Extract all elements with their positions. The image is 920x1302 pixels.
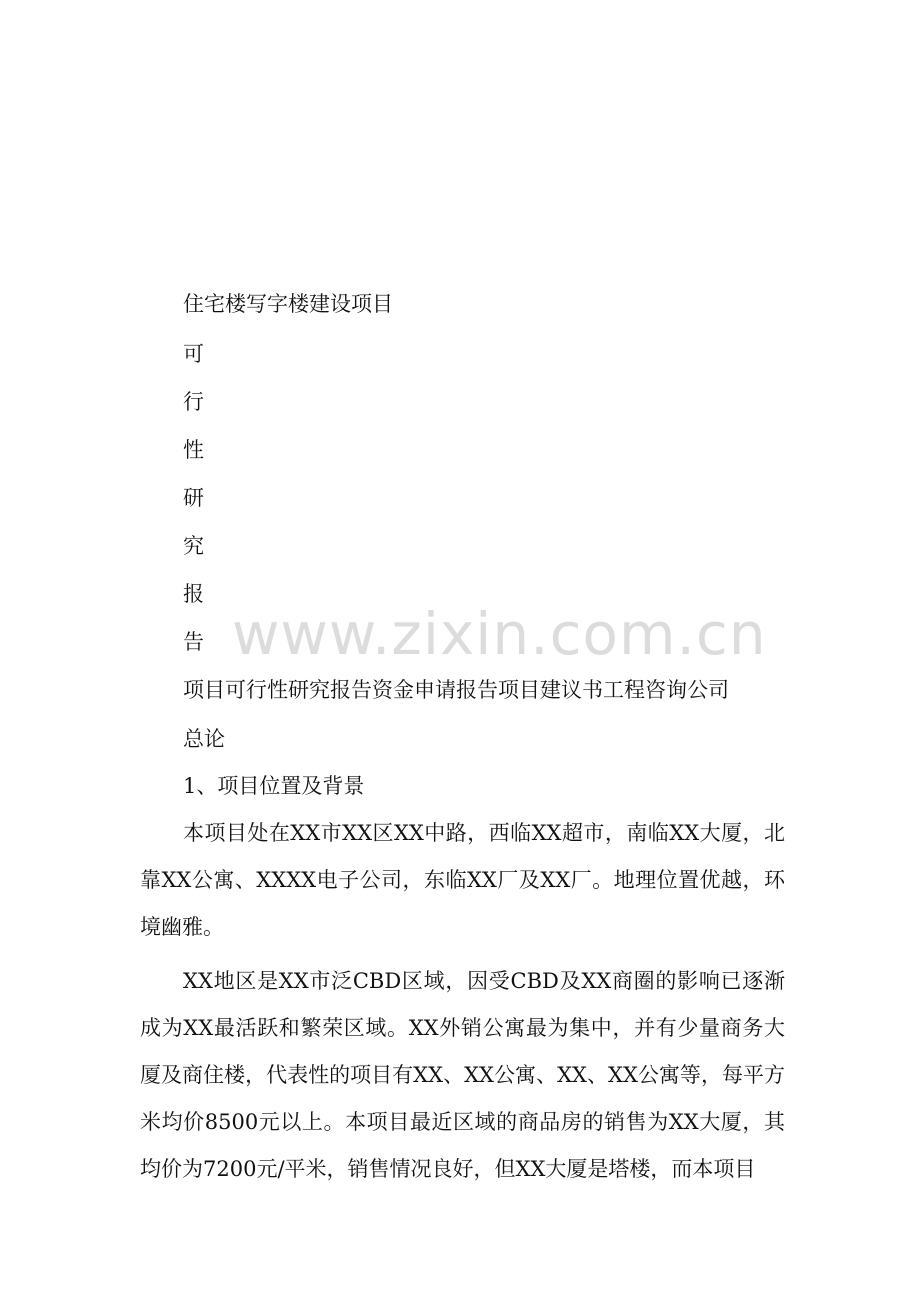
vertical-char-2: 行 [183,390,204,414]
vertical-char-3: 性 [183,438,204,462]
vertical-char-5: 究 [183,534,204,558]
vertical-char-7: 告 [183,630,204,654]
section-heading: 总论 [183,727,225,751]
vertical-char-1: 可 [183,342,204,366]
document-title: 住宅楼写字楼建设项目 [183,292,393,316]
subsection-heading: 1、项目位置及背景 [183,774,365,798]
body-paragraph-1: 本项目处在XX市XX区XX中路，西临XX超市，南临XX大厦，北靠XX公寓、XXXX电子公司，东临XX厂及XX厂。地理位置优越，环境幽雅。 [140,821,785,939]
body-paragraph-2: XX地区是XX市泛CBD区域，因受CBD及XX商圈的影响已逐渐成为XX最活跃和繁荣区域。XX外销公寓最为集中，并有少量商务大厦及商住楼，代表性的项目有XX、XX公寓、XX、XX公寓等，每平方米均价8500元以上。本项目最近区域的商品房的销售为XX大厦，其均价为7200元/平米，销售情况良好，但XX大厦是塔楼，而本项目 [140,969,785,1181]
document-subtitle: 项目可行性研究报告资金申请报告项目建议书工程咨询公司 [183,678,729,702]
vertical-char-6: 报 [183,582,204,606]
vertical-char-4: 研 [183,486,204,510]
watermark: www.zixin.com.cn [232,600,767,668]
